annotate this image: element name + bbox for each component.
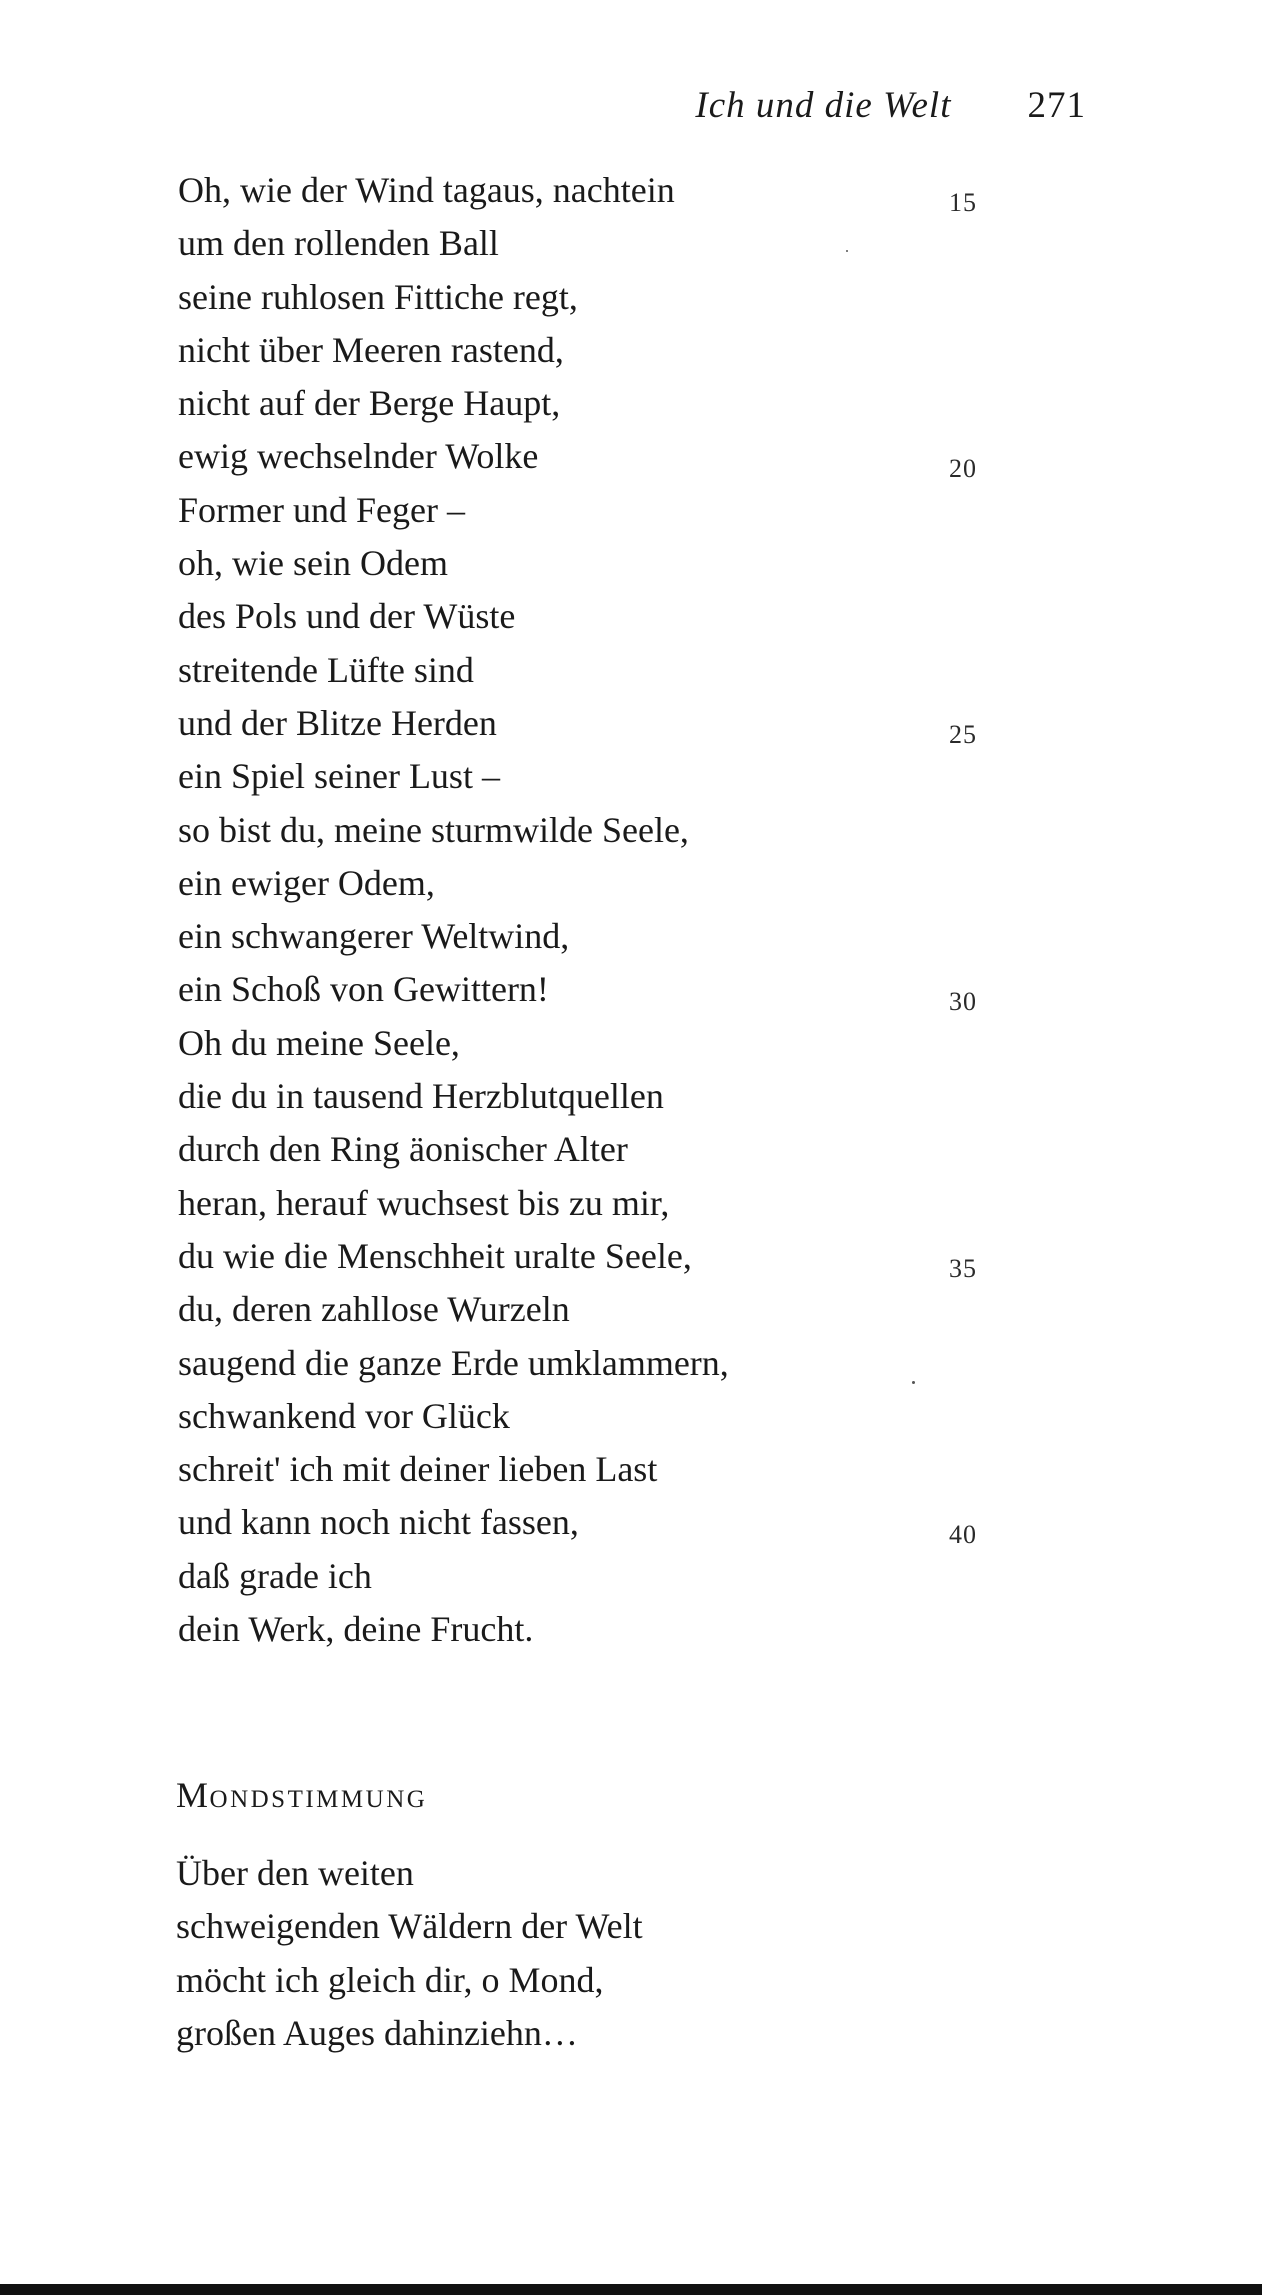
verse-line-40: und kann noch nicht fassen, xyxy=(178,1502,579,1543)
verse-line-37: saugend die ganze Erde umklammern, xyxy=(178,1342,729,1383)
verse-line-35: du wie die Menschheit uralte Seele, xyxy=(178,1235,692,1276)
mond-verse-line-4: großen Auges dahinziehn… xyxy=(176,2012,578,2053)
mond-verse-line-2: schweigenden Wäldern der Welt xyxy=(176,1906,643,1947)
line-number-35: 35 xyxy=(949,1254,977,1283)
line-number-25: 25 xyxy=(949,720,977,749)
verse-line-23: des Pols und der Wüste xyxy=(178,596,516,637)
verse-line-20: ewig wechselnder Wolke xyxy=(178,436,539,477)
running-title: Ich und die Welt xyxy=(695,85,952,126)
verse-line-34: heran, herauf wuchsest bis zu mir, xyxy=(178,1182,670,1223)
verse-line-42: dein Werk, deine Frucht. xyxy=(178,1609,534,1650)
line-number-15: 15 xyxy=(949,188,977,217)
line-number-40: 40 xyxy=(949,1520,977,1549)
verse-line-27: so bist du, meine sturmwilde Seele, xyxy=(178,809,689,850)
verse-line-31: Oh du meine Seele, xyxy=(178,1022,460,1063)
scan-bottom-edge xyxy=(0,2284,1262,2295)
poem-mondstimmung xyxy=(176,1847,996,2060)
verse-line-16: um den rollenden Ball xyxy=(178,223,499,264)
verse-line-22: oh, wie sein Odem xyxy=(178,543,448,584)
verse-line-36: du, deren zahllose Wurzeln xyxy=(178,1289,570,1330)
print-speck xyxy=(846,250,848,252)
verse-line-32: die du in tausend Herzblutquellen xyxy=(178,1076,664,1117)
line-number-30: 30 xyxy=(949,987,977,1016)
print-speck xyxy=(912,1381,915,1384)
verse-line-17: seine ruhlosen Fittiche regt, xyxy=(178,276,578,317)
verse-line-24: streitende Lüfte sind xyxy=(178,649,474,690)
verse-line-19: nicht auf der Berge Haupt, xyxy=(178,383,561,424)
verse-line-21: Former und Feger – xyxy=(178,489,465,530)
line-number-20: 20 xyxy=(949,454,977,483)
mond-verse-line-3: möcht ich gleich dir, o Mond, xyxy=(176,1959,604,2000)
verse-line-39: schreit' ich mit deiner lieben Last xyxy=(178,1449,658,1490)
verse-line-26: ein Spiel seiner Lust – xyxy=(178,756,500,797)
title-initial: M xyxy=(176,1775,210,1815)
verse-line-30: ein Schoß von Gewittern! xyxy=(178,969,549,1010)
verse-line-41: daß grade ich xyxy=(178,1555,372,1596)
verse-line-28: ein ewiger Odem, xyxy=(178,862,435,903)
poem-title-mondstimmung xyxy=(176,1770,427,1825)
verse-line-18: nicht über Meeren rastend, xyxy=(178,329,564,370)
verse-line-33: durch den Ring äonischer Alter xyxy=(178,1129,628,1170)
page-number: 271 xyxy=(1027,85,1086,126)
verse-line-38: schwankend vor Glück xyxy=(178,1395,510,1436)
verse-line-25: und der Blitze Herden xyxy=(178,702,497,743)
title-small-caps: ONDSTIMMUNG xyxy=(209,1786,428,1813)
running-head xyxy=(386,78,1086,134)
poem-ich-und-die-welt xyxy=(178,164,998,1656)
mond-verse-line-1: Über den weiten xyxy=(176,1853,414,1893)
verse-line-29: ein schwangerer Weltwind, xyxy=(178,916,570,957)
verse-line-15: Oh, wie der Wind tagaus, nachtein xyxy=(178,170,675,210)
